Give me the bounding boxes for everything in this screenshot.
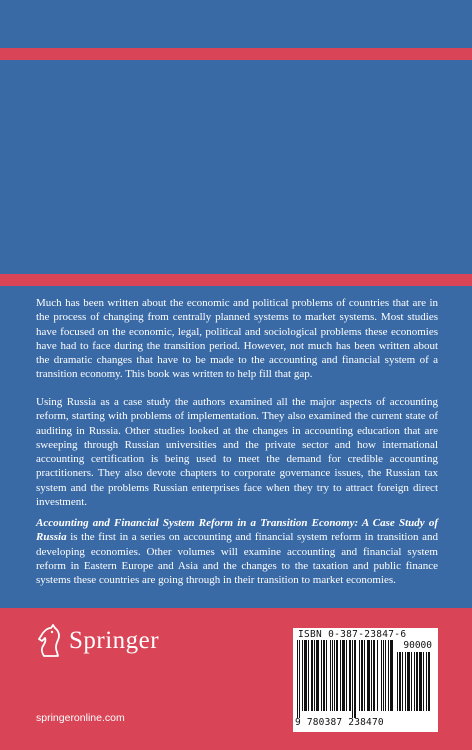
barcode-addon-bars xyxy=(397,652,433,718)
barcode-bar xyxy=(302,640,303,711)
barcode-bar xyxy=(390,640,393,711)
blurb-paragraph-3-text: is the first in a series on accounting and financial system reform in transition and developing economies. Other volumes will examine accounting and financial system reform in Eastern Europe and Asia and the changes to the taxation and public finance systems these countries are going through in their transition to market economies. xyxy=(36,531,438,587)
barcode-bar xyxy=(361,640,363,711)
barcode-bar xyxy=(330,640,331,711)
barcode-bar xyxy=(340,640,341,711)
barcode-bar xyxy=(349,640,351,711)
isbn-text: ISBN 0-387-23847-6 xyxy=(298,629,407,640)
middle-blue-band xyxy=(0,60,472,274)
barcode-bar xyxy=(316,640,319,711)
blurb-paragraph-1: Much has been written about the economic and political problems of countries that are in the process of changing from centrally planned systems to market systems. Most studies have focused on the economic, legal, political and sociological problems these economies have had to face during the transition period. However, not much has been written about the dramatic changes that have to be made to the accounting and financial system of a transition economy. This book was written to help fill that gap. xyxy=(36,297,438,381)
isbn-barcode xyxy=(293,628,438,732)
knight-icon xyxy=(36,624,64,658)
barcode-bar xyxy=(419,652,422,711)
barcode-bar xyxy=(297,640,298,718)
barcode-bar xyxy=(336,640,338,711)
barcode-bar xyxy=(352,640,353,718)
barcode-bar xyxy=(377,640,378,711)
barcode-bar xyxy=(299,640,300,718)
barcode-bar xyxy=(405,652,406,711)
barcode-bar xyxy=(364,640,365,711)
blurb-paragraph-3 xyxy=(36,516,438,587)
barcode-bar xyxy=(342,640,345,711)
barcode-bar xyxy=(334,640,335,711)
barcode-bar xyxy=(359,640,360,711)
barcode-bar xyxy=(354,640,356,718)
barcode-bar xyxy=(311,640,313,711)
barcode-bar xyxy=(308,640,309,711)
publisher-url[interactable]: springeronline.com xyxy=(36,712,125,724)
barcode-bar xyxy=(399,652,401,711)
barcode-bar xyxy=(332,640,333,711)
barcode-bar xyxy=(411,652,412,711)
top-blue-band xyxy=(0,0,472,48)
barcode-bar xyxy=(397,652,398,711)
barcode-bar xyxy=(416,652,418,711)
price-code: 90000 xyxy=(403,640,432,651)
book-title: Accounting and Financial System Reform in a Transition Economy: A Case Study of Russia xyxy=(36,517,438,544)
barcode-bar xyxy=(414,652,415,711)
barcode-bar xyxy=(314,640,315,711)
barcode-bar xyxy=(304,640,307,711)
barcode-bar xyxy=(383,640,384,711)
springer-logo xyxy=(36,624,159,658)
blurb-paragraph-2: Using Russia as a case study the authors examined all the major aspects of accounting reform, starting with problems of implementation. They also examined the current state of auditing in Russia. Other studies looked at the changes in accounting education that are sweeping through Russian universities and the private sector and how international accounting certification is being used to meet the demand for credible accounting practitioners. They also devote chapters to corporate governance issues, the Russian tax system and the problems Russian enterprises face when they try to attract foreign direct investment. xyxy=(36,396,438,509)
barcode-bar xyxy=(407,652,410,711)
barcode-bar xyxy=(371,640,372,711)
publisher-name: Springer xyxy=(69,627,160,654)
barcode-bar xyxy=(346,640,347,711)
red-stripe-lower xyxy=(0,274,472,286)
barcode-bar xyxy=(381,640,382,711)
barcode-bar xyxy=(423,652,424,711)
barcode-bar xyxy=(326,640,327,711)
barcode-bar xyxy=(385,640,386,711)
barcode-bar xyxy=(402,652,403,711)
barcode-bar xyxy=(367,640,370,711)
barcode-bar xyxy=(428,652,430,711)
barcode-bars xyxy=(297,640,393,718)
barcode-bar xyxy=(388,640,389,711)
barcode-bar xyxy=(373,640,375,711)
red-stripe-upper xyxy=(0,48,472,60)
barcode-bar xyxy=(321,640,322,711)
barcode-bar xyxy=(426,652,427,711)
barcode-bar xyxy=(323,640,325,711)
barcode-digits: 9 780387 238470 xyxy=(295,717,384,728)
